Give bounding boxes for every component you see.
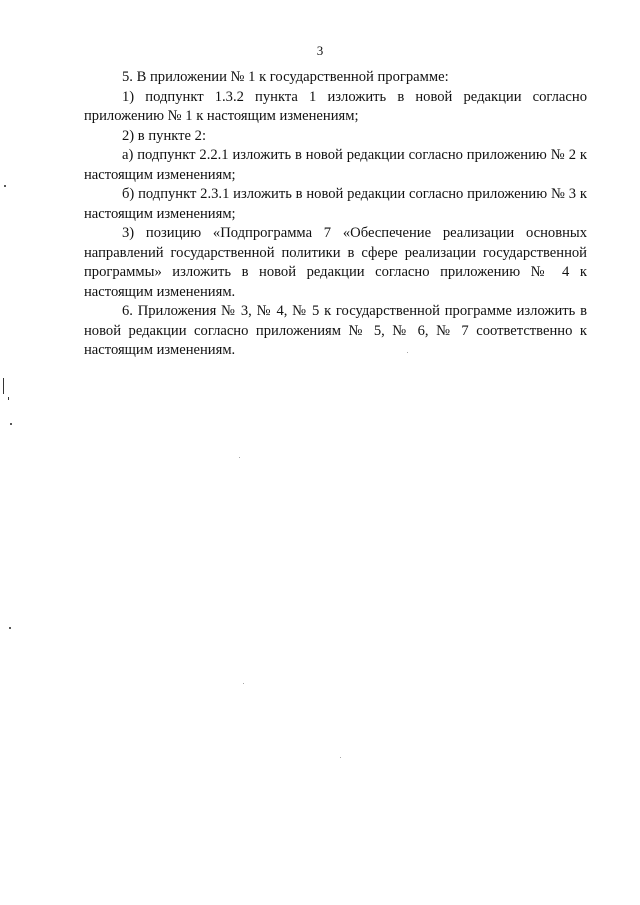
page-number: 3 [316,43,324,58]
scan-speck [9,627,11,629]
paragraph-item-5: 5. В приложении № 1 к государственной программе: [122,69,449,85]
scan-speck [243,683,244,684]
paragraph-subitem-2: 2) в пункте 2: [122,127,207,144]
paragraph-item-6: 6. Приложения № 3, № 4, № 5 к государственной программе изложить в новой редакции согласно приложениям № 5, № 6, № 7 соответственно к настоящим изменениям. [84,303,587,358]
paragraph-subitem-3: 3) позицию «Подпрограмма 7 «Обеспечение реализации основных направлений государственной политики в сфере реализации государственной программы» изложить в новой редакции согласно приложению № 4 к настоящим изменениям. [84,225,587,300]
scan-edge-mark [3,378,4,394]
paragraph-subitem-2a: а) подпункт 2.2.1 изложить в новой редакции согласно приложению № 2 к настоящим изменениям; [84,147,587,183]
document-body [84,68,587,361]
scan-edge-mark [8,397,9,400]
paragraph-subitem-1: 1) подпункт 1.3.2 пункта 1 изложить в новой редакции согласно приложению № 1 к настоящим изменениям; [84,88,587,124]
paragraph-subitem-2b: б) подпункт 2.3.1 изложить в новой редакции согласно приложению № 3 к настоящим изменениям; [84,186,587,222]
scan-speck [10,423,12,425]
scan-speck [4,185,6,187]
scan-speck [340,757,341,758]
scan-speck [407,352,408,353]
scan-speck [239,457,240,458]
